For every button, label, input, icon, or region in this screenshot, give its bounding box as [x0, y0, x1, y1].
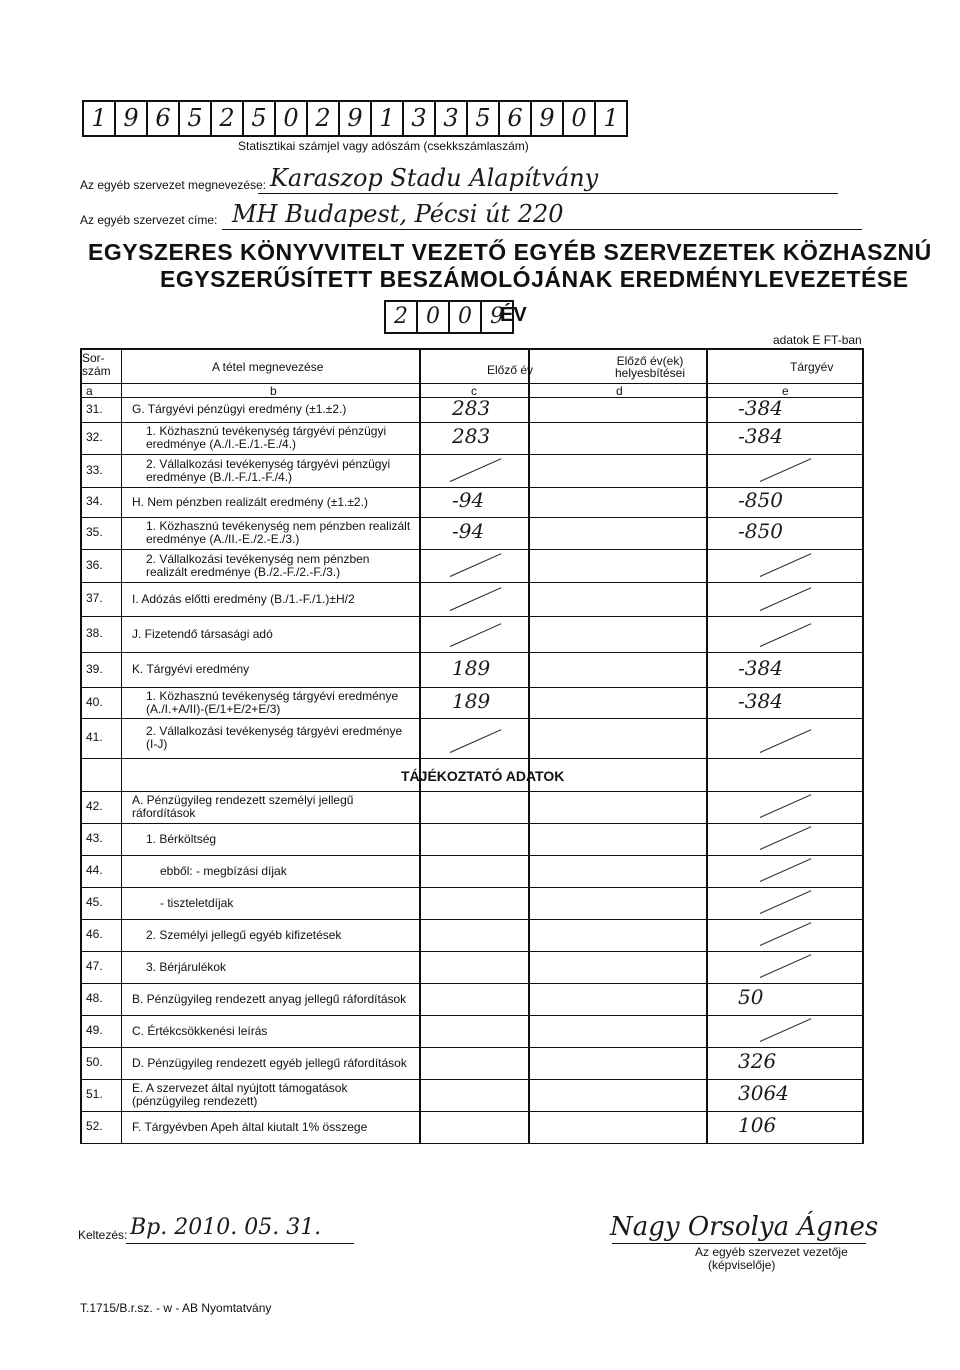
row-number: 52.	[86, 1119, 103, 1133]
dash-mark	[450, 729, 502, 753]
dash-mark	[760, 729, 812, 753]
id-digit-box: 6	[146, 100, 180, 137]
dash-mark	[760, 890, 812, 914]
org-address-label: Az egyéb szervezet címe:	[80, 213, 218, 227]
title-line1: EGYSZERES KÖNYVVITELT VEZETŐ EGYÉB SZERVEZETEK KÖZHASZNÚ	[88, 239, 932, 265]
id-digit-box: 3	[434, 100, 468, 137]
row-number: 36.	[86, 557, 103, 572]
row-number: 44.	[86, 863, 103, 877]
form-footer: T.1715/B.r.sz. - w - AB Nyomtatvány	[80, 1301, 272, 1315]
dash-mark	[760, 922, 812, 946]
info-title: TÁJÉKOZTATÓ ADATOK	[401, 768, 565, 784]
row-label: A. Pénzügyileg rendezett személyi jellegű ráfordítások	[132, 793, 354, 820]
row-number: 31.	[86, 401, 103, 416]
row-label: K. Tárgyévi eredmény	[132, 662, 250, 676]
year-boxes	[384, 300, 512, 334]
date-label: Keltezés:	[78, 1228, 128, 1242]
dash-mark	[760, 553, 812, 577]
id-caption: Statisztikai számjel vagy adószám (csekkszámlaszám)	[238, 139, 529, 153]
title-line2: EGYSZERŰSÍTETT BESZÁMOLÓJÁNAK EREDMÉNYLEVEZETÉSE	[160, 266, 909, 292]
row-label: C. Értékcsökkenési leírás	[132, 1023, 268, 1038]
row-number: 32.	[86, 430, 103, 444]
id-digit-box: 6	[498, 100, 532, 137]
dash-mark	[760, 623, 812, 647]
row-number: 51.	[86, 1087, 103, 1101]
header-letter-d: d	[616, 384, 623, 398]
header-letter-e: e	[782, 384, 789, 398]
row-number: 41.	[86, 730, 103, 744]
row-number: 49.	[86, 1023, 103, 1037]
row-label: I. Adózás előtti eredmény (B./1.-F./1.)±H/2	[132, 591, 355, 606]
prev-year-value: 283	[452, 395, 491, 420]
row-label: 2. Vállalkozási tevékenység tárgyévi pénzügyi eredménye (B./I.-F./1.-F./4.)	[146, 456, 391, 484]
row-label: 1. Közhasznú tevékenység tárgyévi eredménye (A./I.+A/II)-(E/1+E/2+E/3)	[146, 689, 399, 716]
unit-note: adatok E FT-ban	[773, 333, 862, 347]
row-label: F. Tárgyévben Apeh által kiutalt 1% összege	[132, 1119, 368, 1134]
row-number: 48.	[86, 991, 103, 1005]
row-number: 46.	[86, 927, 103, 941]
year-suffix: ÉV	[500, 304, 527, 326]
row-label: 2. Személyi jellegű egyéb kifizetések	[146, 927, 342, 942]
dash-mark	[760, 858, 812, 882]
row-number: 39.	[86, 661, 103, 676]
current-year-value: -384	[738, 424, 783, 448]
header-col-a: Sor-szám	[82, 351, 111, 378]
current-year-value: 106	[738, 1113, 777, 1137]
row-number: 38.	[86, 626, 103, 640]
date-value: Bp. 2010. 05. 31.	[130, 1215, 322, 1240]
row-label: 1. Közhasznú tevékenység tárgyévi pénzügyi eredménye (A./I.-E./1.-E./4.)	[146, 424, 387, 451]
row-label: J. Fizetendő társasági adó	[132, 626, 273, 641]
year-digit-box: 9	[480, 300, 514, 334]
row-number: 33.	[86, 462, 103, 477]
row-label: ebből: - megbízási díjak	[160, 863, 287, 878]
id-digit-box: 5	[466, 100, 500, 137]
row-label: E. A szervezet által nyújtott támogatások (pénzügyileg rendezett)	[132, 1081, 348, 1108]
header-letter-b: b	[270, 384, 277, 398]
header-letter-c: c	[471, 384, 477, 398]
id-number-boxes	[82, 100, 626, 137]
current-year-value: -384	[738, 395, 783, 420]
row-number: 45.	[86, 895, 103, 909]
org-name-label: Az egyéb szervezet megnevezése:	[80, 178, 267, 192]
header-col-b: A tétel megnevezése	[212, 360, 324, 374]
id-digit-box: 5	[242, 100, 276, 137]
prev-year-value: 189	[452, 655, 491, 680]
current-year-value: 3064	[738, 1081, 789, 1105]
row-label: 3. Bérjárulékok	[146, 959, 227, 974]
signer-caption-1: Az egyéb szervezet vezetője	[695, 1245, 848, 1259]
current-year-value: -850	[738, 519, 783, 543]
current-year-value: -384	[738, 655, 783, 680]
header-col-c: Előző év	[487, 363, 534, 377]
current-year-value: 50	[738, 985, 764, 1009]
id-digit-box: 9	[114, 100, 148, 137]
row-label: 1. Közhasznú tevékenység nem pénzben realizált eredménye (A./II.-E./2.-E./3.)	[146, 519, 411, 546]
row-label: B. Pénzügyileg rendezett anyag jellegű ráfordítások	[132, 991, 407, 1006]
current-year-value: 326	[738, 1049, 777, 1073]
row-number: 47.	[86, 959, 103, 973]
signature: Nagy Orsolya Ágnes	[610, 1212, 879, 1242]
row-number: 50.	[86, 1055, 103, 1069]
org-name-value: Karaszop Stadu Alapítvány	[270, 164, 599, 192]
row-number: 34.	[86, 494, 103, 508]
id-digit-box: 1	[82, 100, 116, 137]
dash-mark	[450, 587, 502, 611]
id-digit-box: 9	[530, 100, 564, 137]
dash-mark	[450, 623, 502, 647]
row-label: G. Tárgyévi pénzügyi eredmény (±1.±2.)	[132, 402, 347, 416]
row-label: D. Pénzügyileg rendezett egyéb jellegű ráfordítások	[132, 1055, 407, 1070]
row-number: 37.	[86, 591, 103, 605]
row-label: 1. Bérköltség	[146, 831, 217, 846]
current-year-value: -384	[738, 688, 783, 713]
year-digit-box: 0	[448, 300, 482, 334]
id-digit-box: 2	[210, 100, 244, 137]
prev-year-value: 283	[452, 424, 491, 448]
dash-mark	[760, 826, 812, 850]
id-digit-box: 1	[594, 100, 628, 137]
year-digit-box: 2	[384, 300, 418, 334]
dash-mark	[760, 794, 812, 818]
prev-year-value: 189	[452, 688, 491, 713]
id-digit-box: 1	[370, 100, 404, 137]
id-digit-box: 2	[306, 100, 340, 137]
header-col-d: Előző év(ek) helyesbítései	[614, 354, 686, 380]
row-number: 40.	[86, 694, 103, 709]
id-digit-box: 0	[562, 100, 596, 137]
id-digit-box: 5	[178, 100, 212, 137]
row-label: 2. Vállalkozási tevékenység nem pénzben realizált eredménye (B./2.-F./2.-F./3.)	[146, 551, 370, 579]
dash-mark	[760, 954, 812, 978]
row-number: 43.	[86, 831, 103, 845]
prev-year-value: -94	[452, 488, 485, 512]
dash-mark	[450, 458, 502, 482]
prev-year-value: -94	[452, 519, 485, 543]
current-year-value: -850	[738, 488, 783, 512]
header-col-e: Tárgyév	[790, 360, 834, 374]
dash-mark	[760, 458, 812, 482]
id-digit-box: 3	[402, 100, 436, 137]
row-number: 35.	[86, 525, 103, 539]
id-digit-box: 0	[274, 100, 308, 137]
row-number: 42.	[86, 799, 103, 813]
org-address-value: MH Budapest, Pécsi út 220	[232, 200, 564, 228]
dash-mark	[760, 1018, 812, 1042]
id-digit-box: 9	[338, 100, 372, 137]
dash-mark	[760, 587, 812, 611]
row-label: - tiszteletdíjak	[160, 895, 234, 910]
signer-caption-2: (képviselője)	[708, 1258, 776, 1272]
row-label: 2. Vállalkozási tevékenység tárgyévi eredménye (I-J)	[146, 724, 403, 751]
year-digit-box: 0	[416, 300, 450, 334]
dash-mark	[450, 553, 502, 577]
header-letter-a: a	[86, 384, 93, 398]
row-label: H. Nem pénzben realizált eredmény (±1.±2.)	[132, 494, 368, 509]
